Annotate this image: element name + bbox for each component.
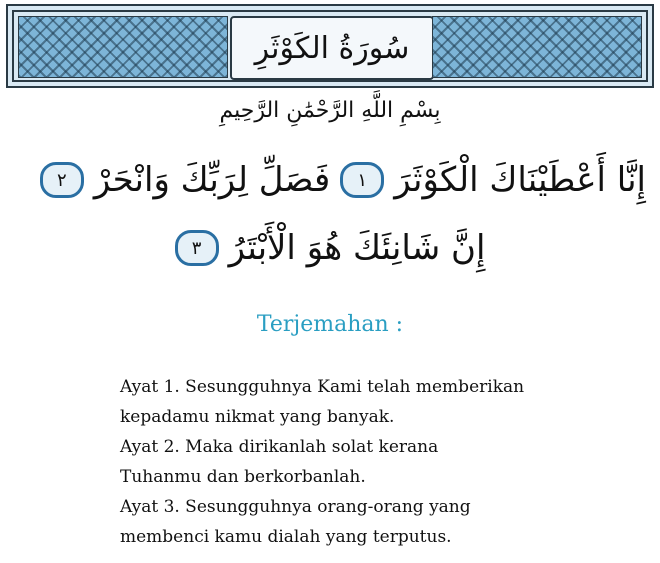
ayah-2-number-marker: ٢ [40, 162, 84, 198]
left-arabesque-ornament [18, 16, 228, 78]
surah-title-panel [230, 16, 434, 80]
translation-line: Ayat 1. Sesungguhnya Kami telah memberikan [120, 377, 525, 397]
translation-line: Ayat 3. Sesungguhnya orang-orang yang [120, 497, 471, 517]
surah-title: سُورَةُ الكَوْثَرِ [254, 30, 410, 66]
translation-line: Ayat 2. Maka dirikanlah solat kerana [120, 437, 439, 457]
ayah-3-number-marker: ٣ [175, 230, 219, 266]
translation-line: Tuhanmu dan berkorbanlah. [120, 467, 366, 487]
translation-heading: Terjemahan : [256, 312, 404, 337]
ayah-2-text: فَصَلِّ لِرَبِّكَ وَانْحَرْ [93, 160, 331, 200]
verse-line-2 [14, 228, 646, 268]
surah-header-band [6, 4, 654, 88]
translation-line: kepadamu nikmat yang banyak. [120, 407, 395, 427]
verse-line-1 [14, 160, 646, 200]
basmala: بِسْمِ اللَّهِ الرَّحْمَٰنِ الرَّحِيمِ [219, 98, 441, 123]
ayah-1-number-marker: ١ [340, 162, 384, 198]
right-arabesque-ornament [432, 16, 642, 78]
ayah-3-text: إِنَّ شَانِئَكَ هُوَ الْأَبْتَرُ [228, 228, 486, 268]
translation-line: membenci kamu dialah yang terputus. [120, 527, 452, 547]
translation-text [120, 372, 590, 552]
ayah-1-text: إِنَّا أَعْطَيْنَاكَ الْكَوْثَرَ [394, 160, 646, 200]
